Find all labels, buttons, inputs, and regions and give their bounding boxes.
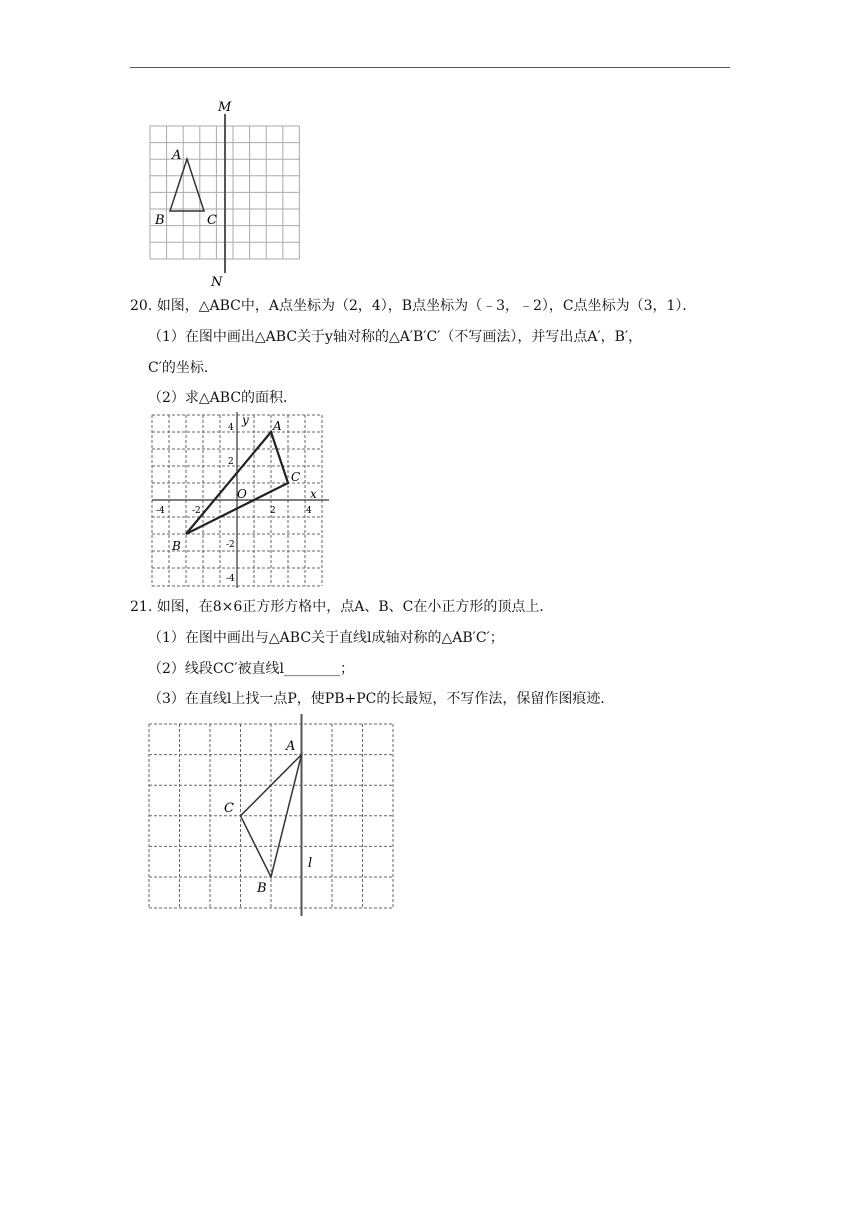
label-a: A bbox=[273, 419, 282, 433]
q21-stem-text: 如图，在8×6正方形方格中，点A、B、C在小正方形的顶点上． bbox=[156, 599, 554, 615]
tick-y-neg2: -2 bbox=[226, 540, 235, 550]
q19-grid-figure bbox=[140, 96, 315, 291]
tick-y-2: 2 bbox=[228, 457, 234, 467]
label-b: B bbox=[257, 881, 267, 896]
label-l: l bbox=[308, 856, 313, 871]
origin-label: O bbox=[237, 487, 247, 501]
label-a: A bbox=[286, 739, 296, 754]
q21-number: 21. bbox=[130, 599, 153, 615]
tick-y-4: 4 bbox=[228, 423, 234, 433]
q20-part2: （2）求△ABC的面积． bbox=[148, 390, 298, 406]
q20-number: 20. bbox=[130, 298, 153, 314]
label-m: M bbox=[218, 100, 232, 115]
label-c: C bbox=[291, 470, 301, 484]
label-b: B bbox=[172, 539, 181, 553]
q21-stem bbox=[130, 597, 553, 617]
axis-x-label: x bbox=[310, 487, 317, 501]
tick-x-neg2: -2 bbox=[192, 506, 201, 516]
label-c: C bbox=[207, 213, 217, 228]
q21-part3: （3）在直线l上找一点P，使PB+PC的长最短，不写作法，保留作图痕迹． bbox=[148, 691, 615, 707]
q20-part1-cont: C′的坐标． bbox=[148, 360, 218, 376]
q20-coordinate-figure bbox=[146, 412, 336, 592]
q21-part1: （1）在图中画出与△ABC关于直线l成轴对称的△AB′C′； bbox=[148, 630, 504, 646]
label-n: N bbox=[211, 275, 223, 290]
q21-grid-figure bbox=[146, 712, 396, 917]
label-b: B bbox=[155, 213, 165, 228]
tick-y-neg4: -4 bbox=[226, 574, 235, 584]
tick-x-neg4: -4 bbox=[156, 506, 165, 516]
label-a: A bbox=[172, 148, 182, 163]
q20-stem-text: 如图，△ABC中，A点坐标为（2，4），B点坐标为（﹣3，﹣2），C点坐标为（3，1）． bbox=[156, 298, 697, 314]
q20-part1: （1）在图中画出△ABC关于y轴对称的△A′B′C′（不写画法），并写出点A′，B′， bbox=[148, 329, 643, 345]
header-rule bbox=[130, 67, 730, 68]
axis-y-label: y bbox=[242, 413, 249, 427]
tick-x-4: 4 bbox=[306, 506, 312, 516]
q21-part2: （2）线段CC′被直线l________； bbox=[148, 661, 354, 677]
tick-x-2: 2 bbox=[270, 506, 276, 516]
label-c: C bbox=[224, 801, 234, 816]
triangle-abc bbox=[170, 159, 204, 211]
q20-stem bbox=[130, 296, 696, 316]
